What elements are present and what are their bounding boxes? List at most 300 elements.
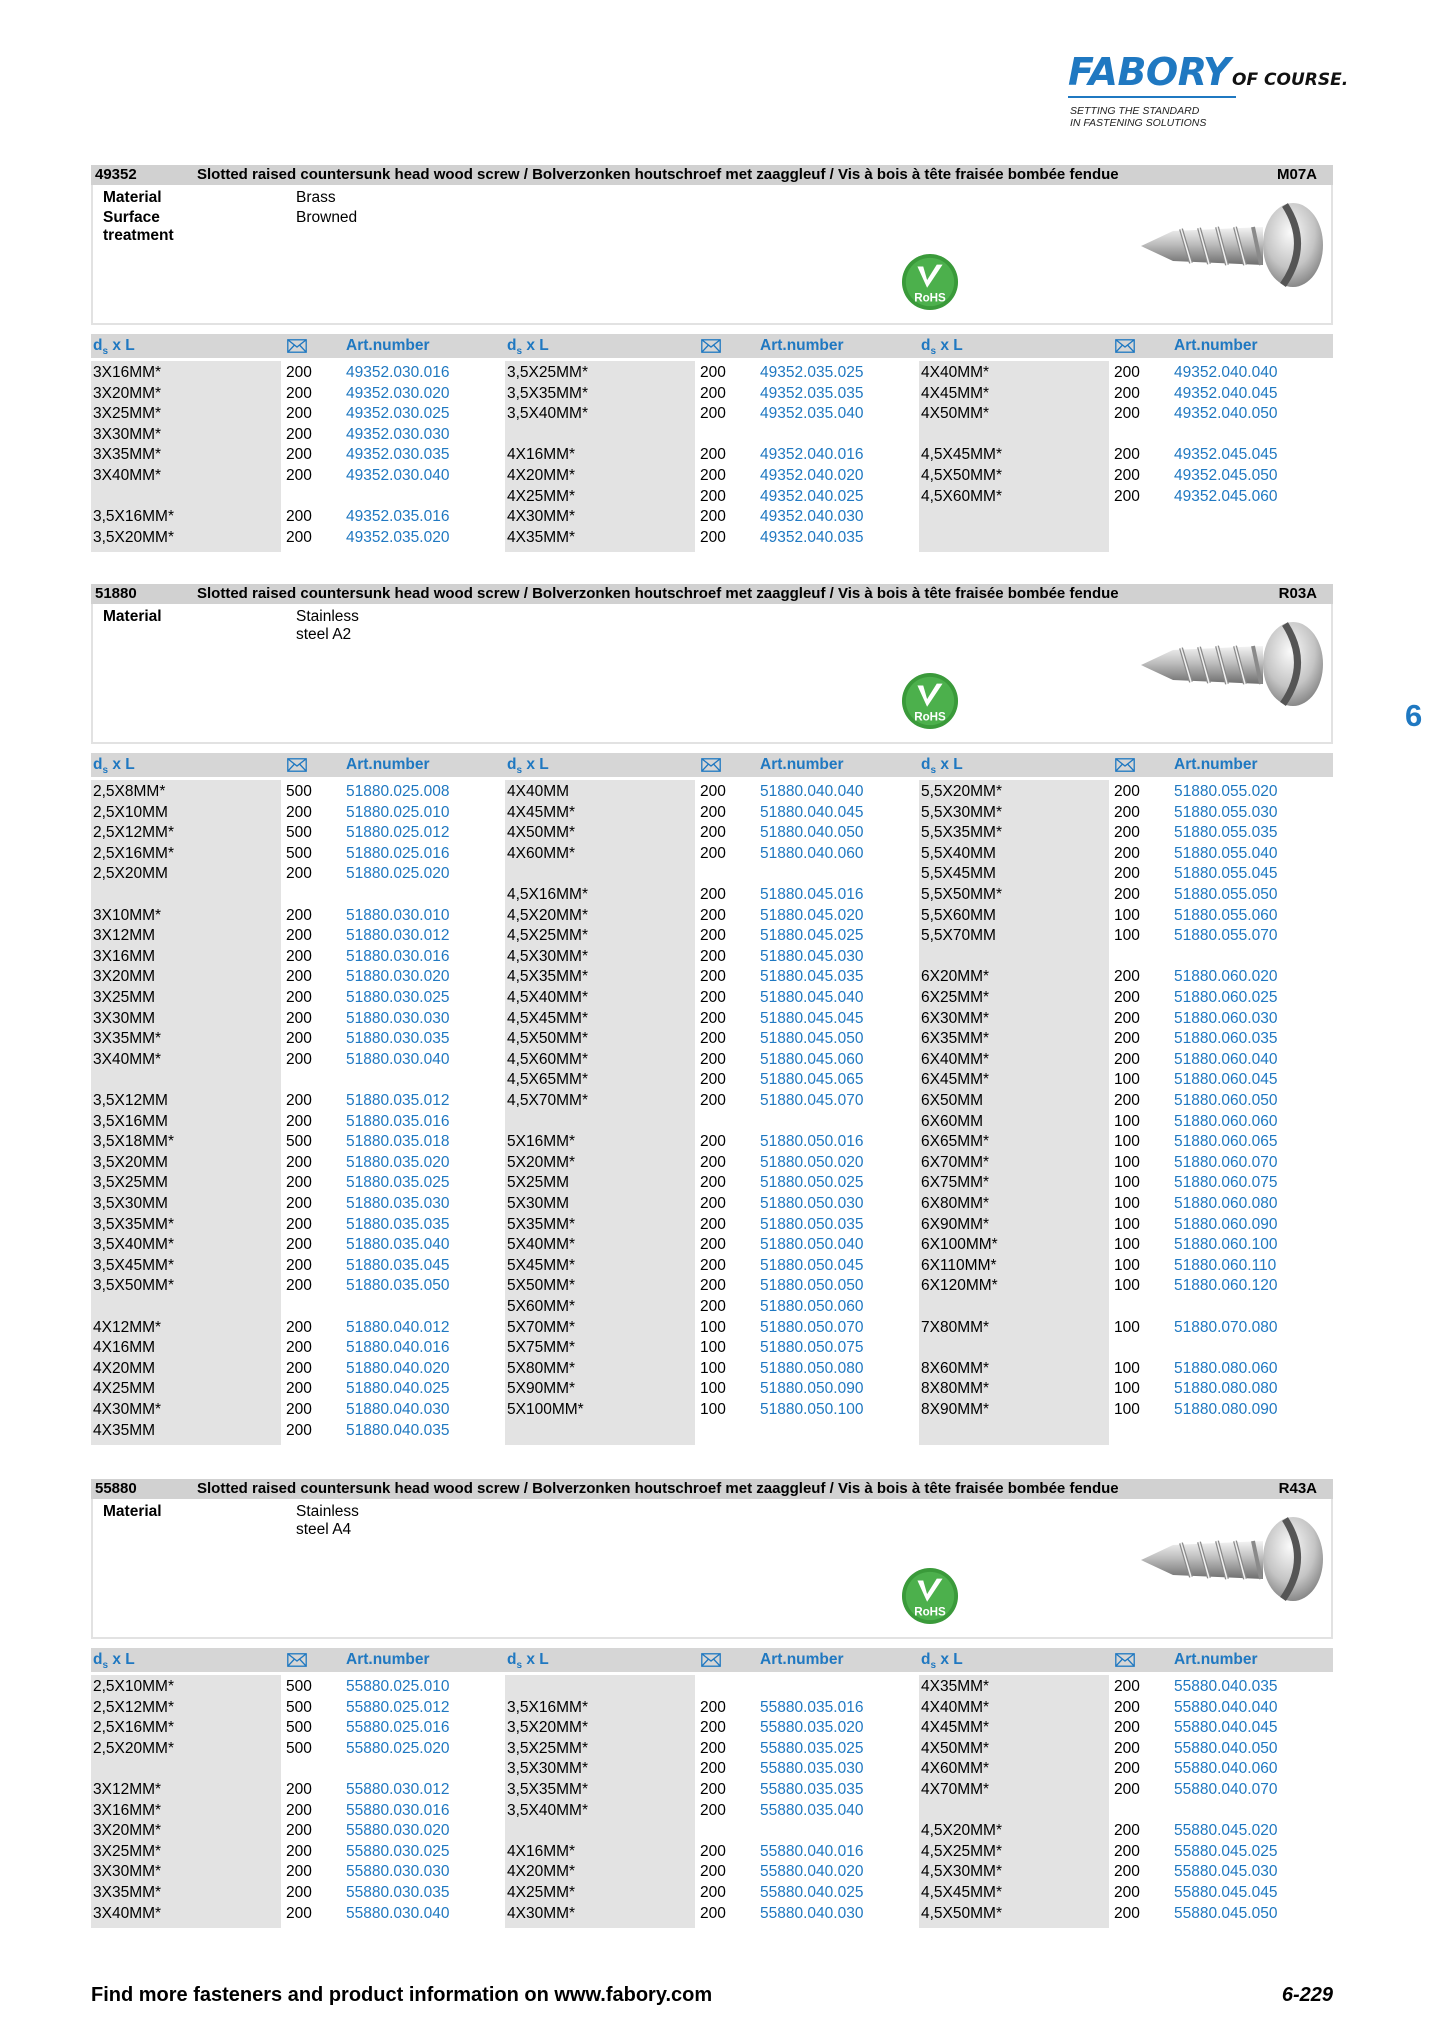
quantity-value: 200 xyxy=(700,1760,726,1778)
article-number-link[interactable]: 55880.025.020 xyxy=(346,1739,450,1757)
article-number-link[interactable]: 51880.050.035 xyxy=(760,1215,864,1233)
article-number-link[interactable]: 49352.030.020 xyxy=(346,384,450,402)
quantity-value: 100 xyxy=(1114,1256,1140,1274)
size-value: 4X40MM xyxy=(507,783,570,800)
article-number-link[interactable]: 51880.035.035 xyxy=(346,1215,450,1233)
article-number-link[interactable]: 55880.030.035 xyxy=(346,1884,450,1901)
article-number-link[interactable]: 49352.045.060 xyxy=(1174,487,1278,505)
size-value: 5X16MM* xyxy=(507,1133,576,1151)
article-number-link[interactable]: 51880.030.030 xyxy=(346,1009,450,1027)
size-value: 4X30MM* xyxy=(507,508,576,526)
article-number-link[interactable]: 51880.045.050 xyxy=(760,1030,864,1048)
article-number-link[interactable]: 51880.050.030 xyxy=(760,1195,864,1212)
article-number-link[interactable]: 51880.040.035 xyxy=(346,1421,450,1439)
article-number-link[interactable]: 49352.040.020 xyxy=(760,467,864,484)
size-value: 3,5X25MM* xyxy=(507,1739,588,1757)
article-number-link[interactable]: 51880.055.070 xyxy=(1174,927,1278,945)
article-number-link[interactable]: 51880.045.070 xyxy=(760,1092,864,1109)
screw-image xyxy=(1133,1513,1323,1603)
article-number-link[interactable]: 55880.040.020 xyxy=(760,1863,864,1881)
quantity-value: 500 xyxy=(286,824,312,842)
size-value: 2,5X16MM* xyxy=(93,1719,174,1737)
table-column-header xyxy=(919,334,1333,358)
article-number-link[interactable]: 51880.040.020 xyxy=(346,1359,450,1377)
envelope-icon xyxy=(1115,758,1135,772)
size-value: 3,5X50MM* xyxy=(93,1277,174,1295)
article-number-link[interactable]: 51880.050.070 xyxy=(760,1318,864,1336)
quantity-value: 200 xyxy=(286,1277,312,1295)
table-column-header xyxy=(91,334,505,358)
art-number-header: Art.number xyxy=(346,337,430,354)
quantity-value: 100 xyxy=(1114,1401,1140,1418)
article-number-link[interactable]: 51880.080.090 xyxy=(1174,1401,1278,1418)
envelope-icon xyxy=(701,1653,721,1667)
article-number-link[interactable]: 51880.040.016 xyxy=(346,1339,450,1357)
size-value: 5X90MM* xyxy=(507,1380,576,1398)
quantity-value: 200 xyxy=(286,384,312,402)
quantity-value: 200 xyxy=(1114,1698,1140,1716)
article-number-link[interactable]: 55880.040.050 xyxy=(1174,1739,1278,1757)
page-number: 6-229 xyxy=(1281,1984,1333,2006)
quantity-value: 200 xyxy=(286,1339,312,1357)
article-number-link[interactable]: 49352.040.025 xyxy=(760,487,864,505)
size-value: 4X50MM* xyxy=(921,405,990,423)
rohs-badge-icon xyxy=(901,1567,959,1625)
quantity-value: 200 xyxy=(700,1092,726,1109)
article-number-link[interactable]: 49352.030.016 xyxy=(346,364,450,381)
article-number-link[interactable]: 55880.030.016 xyxy=(346,1801,450,1819)
article-number-link[interactable]: 51880.040.025 xyxy=(346,1380,450,1398)
article-number-link[interactable]: 51880.035.020 xyxy=(346,1153,450,1171)
size-value: 3,5X35MM* xyxy=(507,384,588,402)
article-number-link[interactable]: 51880.035.040 xyxy=(346,1236,450,1254)
article-number-link[interactable]: 55880.040.060 xyxy=(1174,1760,1278,1778)
article-number-link[interactable]: 51880.045.040 xyxy=(760,989,864,1006)
article-number-link[interactable]: 51880.050.075 xyxy=(760,1339,864,1357)
size-value: 4X50MM* xyxy=(921,1739,990,1757)
article-number-link[interactable]: 55880.025.012 xyxy=(346,1698,450,1716)
size-value: 3X20MM xyxy=(93,968,156,986)
product-title: Slotted raised countersunk head wood screw / Bolverzonken houtschroef met zaaggleuf / Vis à bois à tête fraisée bombée fendue xyxy=(197,166,1119,183)
size-value: 3X16MM xyxy=(93,947,156,965)
rohs-badge-icon xyxy=(901,672,959,730)
article-number-link[interactable]: 51880.045.060 xyxy=(760,1050,864,1068)
article-number-link[interactable]: 49352.040.030 xyxy=(760,508,864,526)
quantity-value: 200 xyxy=(1114,844,1140,862)
article-number-link[interactable]: 51880.060.030 xyxy=(1174,1009,1278,1027)
quantity-value: 200 xyxy=(700,906,726,924)
quantity-value: 200 xyxy=(700,927,726,945)
quantity-value: 200 xyxy=(700,1801,726,1819)
quantity-value: 200 xyxy=(286,1781,312,1798)
article-number-link[interactable]: 55880.040.070 xyxy=(1174,1781,1278,1798)
quantity-value: 500 xyxy=(286,844,312,862)
article-number-link[interactable]: 49352.035.040 xyxy=(760,405,864,423)
quantity-value: 200 xyxy=(286,1215,312,1233)
article-number-link[interactable]: 51880.045.030 xyxy=(760,947,864,965)
quantity-value: 200 xyxy=(700,528,726,546)
quantity-value: 100 xyxy=(1114,1153,1140,1171)
article-number-link[interactable]: 51880.055.035 xyxy=(1174,824,1278,842)
quantity-value: 200 xyxy=(1114,1719,1140,1737)
size-value: 5X75MM* xyxy=(507,1339,576,1357)
product-code: 49352 xyxy=(95,166,137,183)
article-number-link[interactable]: 55880.030.025 xyxy=(346,1842,450,1860)
article-number-link[interactable]: 51880.080.080 xyxy=(1174,1380,1278,1398)
article-number-link[interactable]: 51880.060.110 xyxy=(1174,1256,1277,1274)
envelope-icon xyxy=(287,1653,307,1667)
article-number-link[interactable]: 51880.060.065 xyxy=(1174,1133,1278,1151)
article-number-link[interactable]: 51880.080.060 xyxy=(1174,1359,1278,1377)
size-value: 5X70MM* xyxy=(507,1318,576,1336)
size-value: 6X80MM* xyxy=(921,1195,990,1212)
size-value: 5X80MM* xyxy=(507,1359,576,1377)
size-value: 4,5X65MM* xyxy=(507,1071,588,1089)
article-number-link[interactable]: 51880.060.045 xyxy=(1174,1071,1278,1089)
quantity-value: 200 xyxy=(700,384,726,402)
size-value: 3X35MM* xyxy=(93,1884,162,1901)
quantity-value: 200 xyxy=(700,405,726,423)
article-number-link[interactable]: 49352.035.020 xyxy=(346,528,450,546)
quantity-value: 100 xyxy=(700,1339,726,1357)
size-value: 4X60MM* xyxy=(921,1760,990,1778)
size-value: 5,5X45MM xyxy=(921,865,996,883)
quantity-value: 200 xyxy=(700,1863,726,1881)
article-number-link[interactable]: 51880.060.035 xyxy=(1174,1030,1278,1048)
article-number-link[interactable]: 51880.040.050 xyxy=(760,824,864,842)
article-number-link[interactable]: 55880.035.035 xyxy=(760,1781,864,1798)
size-value: 8X90MM* xyxy=(921,1401,990,1418)
logo-underline xyxy=(1068,96,1236,98)
size-value: 4X20MM* xyxy=(507,467,576,484)
article-number-link[interactable]: 51880.045.025 xyxy=(760,927,864,945)
article-number-link[interactable]: 51880.030.040 xyxy=(346,1050,450,1068)
size-value: 4X16MM xyxy=(93,1339,156,1357)
svg-text:RoHS: RoHS xyxy=(914,710,946,724)
quantity-value: 200 xyxy=(1114,1739,1140,1757)
quantity-value: 200 xyxy=(286,1195,312,1212)
article-number-link[interactable]: 49352.045.050 xyxy=(1174,467,1278,484)
quantity-value: 200 xyxy=(700,1719,726,1737)
article-number-link[interactable]: 51880.040.030 xyxy=(346,1401,450,1418)
article-number-link[interactable]: 51880.045.035 xyxy=(760,968,864,986)
article-number-link[interactable]: 51880.060.075 xyxy=(1174,1174,1278,1192)
quantity-value: 200 xyxy=(286,1884,312,1901)
size-value: 4X35MM* xyxy=(921,1678,990,1695)
article-number-link[interactable]: 49352.035.025 xyxy=(760,364,864,381)
article-number-link[interactable]: 51880.050.016 xyxy=(760,1133,864,1151)
size-value: 5,5X50MM* xyxy=(921,886,1002,903)
article-number-link[interactable]: 51880.030.035 xyxy=(346,1030,450,1048)
article-number-link[interactable]: 51880.050.020 xyxy=(760,1153,864,1171)
size-value: 3X20MM* xyxy=(93,384,162,402)
article-number-link[interactable]: 55880.040.035 xyxy=(1174,1678,1278,1695)
quantity-value: 200 xyxy=(286,1359,312,1377)
article-number-link[interactable]: 51880.030.010 xyxy=(346,906,450,924)
quantity-value: 200 xyxy=(700,783,726,800)
article-number-link[interactable]: 51880.040.040 xyxy=(760,783,864,800)
article-number-link[interactable]: 51880.055.045 xyxy=(1174,865,1278,883)
article-number-link[interactable]: 51880.055.040 xyxy=(1174,844,1278,862)
article-number-link[interactable]: 51880.035.025 xyxy=(346,1174,450,1192)
article-number-link[interactable]: 51880.025.012 xyxy=(346,824,450,842)
size-value: 3X35MM* xyxy=(93,446,162,464)
article-number-link[interactable]: 55880.040.030 xyxy=(760,1904,864,1922)
footer-text: Find more fasteners and product information on www.fabory.com xyxy=(91,1984,713,2006)
svg-text:RoHS: RoHS xyxy=(914,291,946,305)
article-number-link[interactable]: 51880.040.012 xyxy=(346,1318,450,1336)
article-number-link[interactable]: 55880.045.020 xyxy=(1174,1822,1278,1840)
article-number-link[interactable]: 51880.035.050 xyxy=(346,1277,450,1295)
quantity-value: 200 xyxy=(286,528,312,546)
article-number-link[interactable]: 49352.040.035 xyxy=(760,528,864,546)
article-number-link[interactable]: 51880.060.090 xyxy=(1174,1215,1278,1233)
article-number-link[interactable]: 51880.050.040 xyxy=(760,1236,864,1254)
article-number-link[interactable]: 55880.030.040 xyxy=(346,1904,450,1922)
envelope-icon xyxy=(1115,1653,1135,1667)
article-number-link[interactable]: 55880.035.030 xyxy=(760,1760,864,1778)
screw-image xyxy=(1133,199,1323,289)
brand-tagline xyxy=(1070,105,1206,129)
quantity-value: 200 xyxy=(286,1842,312,1860)
art-number-header: Art.number xyxy=(1174,1651,1258,1668)
envelope-icon xyxy=(1115,339,1135,353)
size-value: 4X20MM xyxy=(93,1359,156,1377)
quantity-value: 100 xyxy=(1114,1195,1140,1212)
article-number-link[interactable]: 51880.060.060 xyxy=(1174,1112,1278,1130)
article-number-link[interactable]: 55880.045.050 xyxy=(1174,1904,1278,1922)
quantity-value: 200 xyxy=(700,886,726,903)
article-number-link[interactable]: 49352.030.040 xyxy=(346,467,450,484)
size-value: 6X40MM* xyxy=(921,1050,990,1068)
article-number-link[interactable]: 55880.045.045 xyxy=(1174,1884,1278,1901)
quantity-value: 200 xyxy=(700,803,726,821)
size-value: 5X50MM* xyxy=(507,1277,576,1295)
article-number-link[interactable]: 51880.030.020 xyxy=(346,968,450,986)
size-value: 3,5X25MM* xyxy=(507,364,588,381)
article-number-link[interactable]: 51880.070.080 xyxy=(1174,1318,1278,1336)
size-value: 3,5X40MM* xyxy=(507,405,588,423)
size-value: 4,5X45MM* xyxy=(921,446,1002,464)
size-value: 7X80MM* xyxy=(921,1318,990,1336)
art-number-header: Art.number xyxy=(1174,756,1258,773)
article-number-link[interactable]: 51880.025.020 xyxy=(346,865,450,883)
article-number-link[interactable]: 55880.030.012 xyxy=(346,1781,450,1798)
quantity-value: 200 xyxy=(286,927,312,945)
quantity-value: 200 xyxy=(700,1153,726,1171)
article-number-link[interactable]: 51880.060.070 xyxy=(1174,1153,1278,1171)
article-number-link[interactable]: 51880.040.060 xyxy=(760,844,864,862)
article-number-link[interactable]: 55880.025.016 xyxy=(346,1719,450,1737)
article-number-link[interactable]: 49352.045.045 xyxy=(1174,446,1278,464)
article-number-link[interactable]: 55880.035.025 xyxy=(760,1739,864,1757)
article-number-link[interactable]: 55880.035.016 xyxy=(760,1698,864,1716)
article-number-link[interactable]: 55880.040.016 xyxy=(760,1842,864,1860)
quantity-value: 200 xyxy=(700,844,726,862)
size-value: 3X12MM xyxy=(93,927,156,945)
article-number-link[interactable]: 49352.030.030 xyxy=(346,425,450,443)
quantity-value: 500 xyxy=(286,1678,312,1695)
size-value: 5X20MM* xyxy=(507,1153,576,1171)
article-number-link[interactable]: 55880.035.040 xyxy=(760,1801,864,1819)
size-value: 5X60MM* xyxy=(507,1298,576,1315)
table-column-header xyxy=(919,753,1333,777)
article-number-link[interactable]: 51880.040.045 xyxy=(760,803,864,821)
article-number-link[interactable]: 51880.025.016 xyxy=(346,844,450,862)
quantity-value: 100 xyxy=(700,1359,726,1377)
article-number-link[interactable]: 51880.050.060 xyxy=(760,1298,864,1315)
size-value: 5,5X35MM* xyxy=(921,824,1002,842)
article-number-link[interactable]: 49352.030.025 xyxy=(346,405,450,423)
quantity-value: 200 xyxy=(1114,1842,1140,1860)
size-value: 6X120MM* xyxy=(921,1277,998,1295)
article-number-link[interactable]: 51880.025.008 xyxy=(346,783,450,800)
tagline-line-2: IN FASTENING SOLUTIONS xyxy=(1070,117,1207,129)
article-number-link[interactable]: 51880.050.025 xyxy=(760,1174,864,1192)
quantity-value: 100 xyxy=(1114,927,1140,945)
article-number-link[interactable]: 51880.035.018 xyxy=(346,1133,450,1151)
quantity-value: 100 xyxy=(1114,906,1140,924)
tagline-line-1: SETTING THE STANDARD xyxy=(1070,105,1200,117)
article-number-link[interactable]: 49352.040.016 xyxy=(760,446,864,464)
quantity-value: 200 xyxy=(1114,1092,1140,1109)
article-number-link[interactable]: 49352.040.040 xyxy=(1174,364,1278,381)
quantity-value: 200 xyxy=(286,1863,312,1881)
standard-code: R03A xyxy=(1278,585,1317,602)
art-number-header: Art.number xyxy=(760,1651,844,1668)
article-number-link[interactable]: 51880.045.016 xyxy=(760,886,864,903)
size-value: 2,5X20MM* xyxy=(93,1739,174,1757)
article-number-link[interactable]: 51880.060.100 xyxy=(1174,1236,1278,1254)
article-number-link[interactable]: 55880.045.030 xyxy=(1174,1863,1278,1881)
article-number-link[interactable]: 49352.030.035 xyxy=(346,446,450,464)
article-number-link[interactable]: 55880.040.040 xyxy=(1174,1698,1278,1716)
quantity-value: 200 xyxy=(286,947,312,965)
quantity-value: 500 xyxy=(286,1739,312,1757)
dsl-header: $d_s$ x L xyxy=(93,337,135,358)
quantity-value: 200 xyxy=(286,1050,312,1068)
article-number-link[interactable]: 51880.055.050 xyxy=(1174,886,1278,903)
article-number-link[interactable]: 51880.060.020 xyxy=(1174,968,1278,986)
article-number-link[interactable]: 51880.050.050 xyxy=(760,1277,864,1295)
article-number-link[interactable]: 51880.045.045 xyxy=(760,1009,864,1027)
article-number-link[interactable]: 51880.050.080 xyxy=(760,1359,864,1377)
size-value: 3X25MM xyxy=(93,989,156,1006)
size-value: 3,5X30MM xyxy=(93,1195,168,1212)
article-number-link[interactable]: 55880.040.025 xyxy=(760,1884,864,1901)
quantity-value: 200 xyxy=(286,1822,312,1840)
quantity-value: 100 xyxy=(1114,1215,1140,1233)
quantity-value: 100 xyxy=(700,1380,726,1398)
size-value: 4,5X35MM* xyxy=(507,968,588,986)
dsl-header: $d_s$ x L xyxy=(507,756,549,777)
surface-treatment-label: Surface treatment xyxy=(103,209,174,244)
standard-code: M07A xyxy=(1276,166,1317,183)
article-number-link[interactable]: 49352.035.016 xyxy=(346,508,450,526)
quantity-value: 200 xyxy=(1114,446,1140,464)
size-value: 3,5X20MM* xyxy=(507,1719,588,1737)
article-number-link[interactable]: 51880.055.060 xyxy=(1174,906,1278,924)
envelope-icon xyxy=(287,758,307,772)
quantity-value: 100 xyxy=(700,1318,726,1336)
size-value: 5X25MM xyxy=(507,1174,570,1192)
article-number-link[interactable]: 55880.035.020 xyxy=(760,1719,864,1737)
article-number-link[interactable]: 51880.035.012 xyxy=(346,1092,450,1109)
article-number-link[interactable]: 49352.040.045 xyxy=(1174,384,1278,402)
article-number-link[interactable]: 51880.045.020 xyxy=(760,906,864,924)
dsl-header: $d_s$ x L xyxy=(93,756,135,777)
quantity-value: 100 xyxy=(1114,1236,1140,1254)
size-value: 4X60MM* xyxy=(507,844,576,862)
size-value: 3X25MM* xyxy=(93,405,162,423)
quantity-value: 200 xyxy=(286,1318,312,1336)
article-number-link[interactable]: 51880.060.120 xyxy=(1174,1277,1278,1295)
article-number-link[interactable]: 51880.050.045 xyxy=(760,1256,864,1274)
size-value: 4,5X25MM* xyxy=(921,1842,1002,1860)
quantity-value: 200 xyxy=(1114,1863,1140,1881)
article-number-link[interactable]: 55880.030.030 xyxy=(346,1863,450,1881)
article-number-link[interactable]: 51880.030.016 xyxy=(346,947,450,965)
article-number-link[interactable]: 49352.040.050 xyxy=(1174,405,1278,423)
article-number-link[interactable]: 51880.035.045 xyxy=(346,1256,450,1274)
quantity-value: 200 xyxy=(700,467,726,484)
article-number-link[interactable]: 49352.035.035 xyxy=(760,384,864,402)
quantity-value: 200 xyxy=(700,947,726,965)
quantity-value: 200 xyxy=(1114,467,1140,484)
quantity-value: 200 xyxy=(1114,1760,1140,1778)
article-number-link[interactable]: 51880.060.040 xyxy=(1174,1050,1278,1068)
quantity-value: 200 xyxy=(286,1401,312,1418)
size-value: 3X10MM* xyxy=(93,906,162,924)
article-number-link[interactable]: 55880.040.045 xyxy=(1174,1719,1278,1737)
article-number-link[interactable]: 51880.050.100 xyxy=(760,1401,864,1418)
article-number-link[interactable]: 51880.035.030 xyxy=(346,1195,450,1212)
quantity-value: 200 xyxy=(286,1380,312,1398)
article-number-link[interactable]: 51880.060.025 xyxy=(1174,989,1278,1006)
article-number-link[interactable]: 55880.025.010 xyxy=(346,1678,450,1695)
size-value: 5X45MM* xyxy=(507,1256,576,1274)
size-value: 3X40MM* xyxy=(93,1904,162,1922)
article-number-link[interactable]: 51880.025.010 xyxy=(346,803,450,821)
quantity-value: 200 xyxy=(286,1092,312,1109)
article-number-link[interactable]: 51880.055.030 xyxy=(1174,803,1278,821)
material-label: Material xyxy=(103,189,162,206)
size-value: 4X35MM* xyxy=(507,528,576,546)
envelope-icon xyxy=(701,339,721,353)
article-number-link[interactable]: 51880.055.020 xyxy=(1174,783,1278,800)
size-value: 3,5X20MM* xyxy=(93,528,174,546)
size-value: 4,5X60MM* xyxy=(921,487,1002,505)
article-number-link[interactable]: 51880.050.090 xyxy=(760,1380,864,1398)
article-number-link[interactable]: 51880.030.012 xyxy=(346,927,450,945)
size-value: 2,5X12MM* xyxy=(93,824,174,842)
size-value: 5,5X30MM* xyxy=(921,803,1002,821)
quantity-value: 200 xyxy=(286,508,312,526)
article-number-link[interactable]: 55880.045.025 xyxy=(1174,1842,1278,1860)
article-number-link[interactable]: 51880.030.025 xyxy=(346,989,450,1006)
quantity-value: 200 xyxy=(700,1298,726,1315)
size-value: 3X40MM* xyxy=(93,1050,162,1068)
article-number-link[interactable]: 51880.045.065 xyxy=(760,1071,864,1089)
article-number-link[interactable]: 51880.060.050 xyxy=(1174,1092,1278,1109)
article-number-link[interactable]: 51880.060.080 xyxy=(1174,1195,1278,1212)
size-value: 4X40MM* xyxy=(921,364,990,381)
art-number-header: Art.number xyxy=(1174,337,1258,354)
article-number-link[interactable]: 55880.030.020 xyxy=(346,1822,450,1840)
article-number-link[interactable]: 51880.035.016 xyxy=(346,1112,450,1130)
size-value: 6X90MM* xyxy=(921,1215,990,1233)
quantity-value: 200 xyxy=(1114,989,1140,1006)
